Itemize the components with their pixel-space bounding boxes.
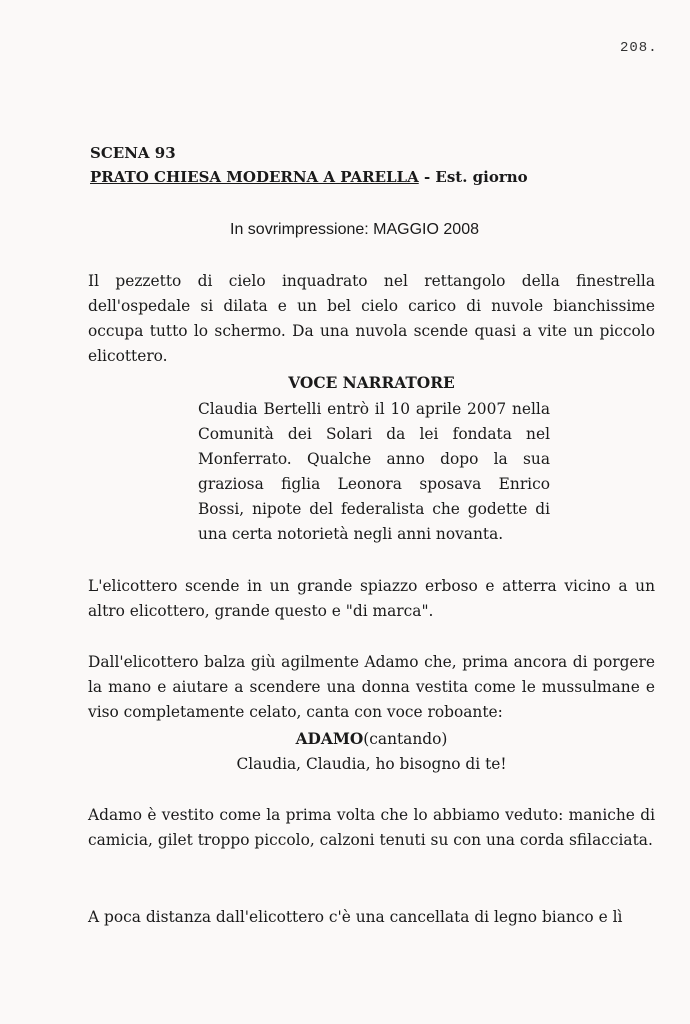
paragraph-adamo-clothes: Adamo è vestito come la prima volta che lo abbiamo veduto: maniche di camicia, gilet troppo piccolo, calzoni tenuti su con una corda sfilacciata. [88,806,655,849]
narrator-speech: Claudia Bertelli entrò il 10 aprile 2007 nella Comunità dei Solari da lei fondata nel Monferrato. Qualche anno dopo la sua graziosa figlia Leonora sposava Enrico Bossi, nipote del federalista che godette di una certa notorietà negli anni novanta. [198,400,550,543]
superimpose-caption: In sovrimpressione: MAGGIO 2008 [230,221,479,238]
scene-location [90,165,650,189]
adamo-speaker-label: ADAMO [295,730,364,748]
scene-location-name: PRATO CHIESA MODERNA A PARELLA [90,168,419,186]
paragraph-adamo-arrives: Dall'elicottero balza giù agilmente Adamo che, prima ancora di porgere la mano e aiutare a scendere una donna vestita come le mussulmane e viso completamente celato, canta con voce roboante: [88,653,655,721]
scene-heading: SCENA 93 [90,144,176,162]
paragraph-landing: L'elicottero scende in un grande spiazzo erboso e atterra vicino a un altro elicottero, grande questo e "di marca". [88,577,655,620]
page-number: 208. [620,40,658,56]
paragraph-gate: A poca distanza dall'elicottero c'è una cancellata di legno bianco e lì [88,908,623,926]
scene-header [90,141,650,189]
adamo-dialogue: Claudia, Claudia, ho bisogno di te! [236,755,507,773]
adamo-speaker-line [88,727,655,752]
paragraph-sky: Il pezzetto di cielo inquadrato nel rettangolo della finestrella dell'ospedale si dilata e un bel cielo carico di nuvole bianchissime occupa tutto lo schermo. Da una nuvola scende quasi a vite un piccolo elicottero. [88,272,655,365]
narrator-speaker-label: VOCE NARRATORE [288,374,455,392]
scene-location-suffix: - Est. giorno [418,168,528,186]
adamo-direction: (cantando) [363,730,448,748]
